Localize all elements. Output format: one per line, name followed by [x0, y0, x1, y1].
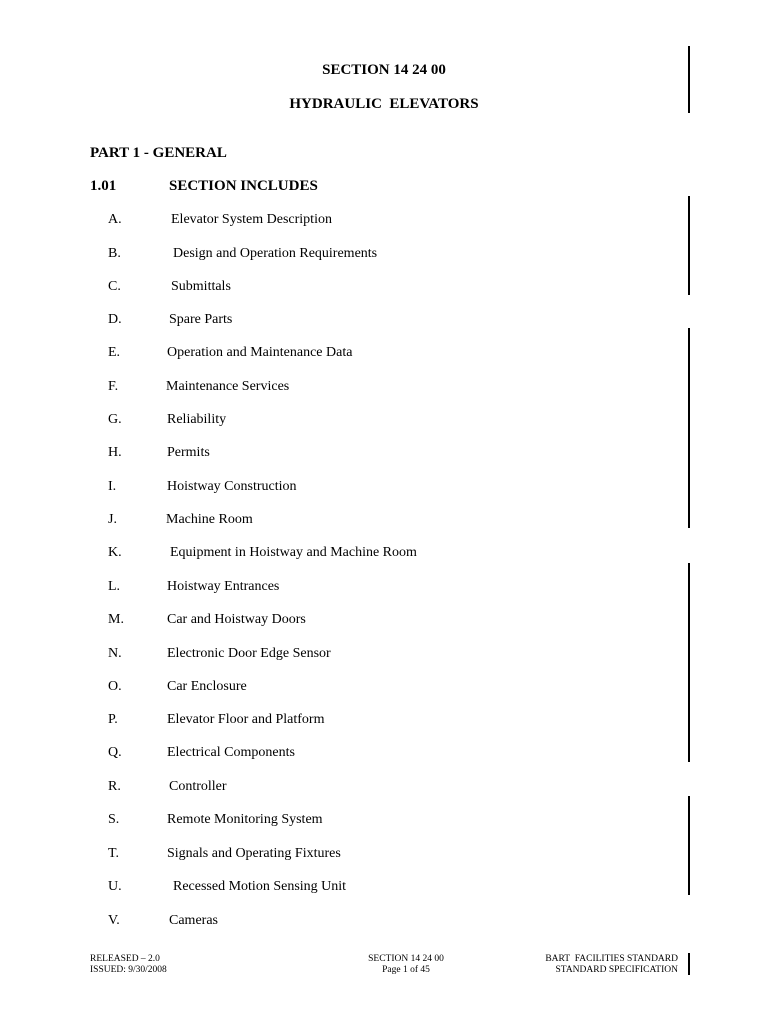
list-item-letter: L.: [108, 579, 121, 594]
part-heading: PART 1 - GENERAL: [90, 145, 227, 161]
list-item: [0, 879, 768, 899]
list-item: [0, 279, 768, 299]
list-item-text: Elevator System Description: [171, 212, 332, 227]
list-item-letter: P.: [108, 712, 118, 727]
revision-change-bar: [688, 328, 690, 528]
list-item-text: Car and Hoistway Doors: [167, 612, 306, 627]
list-item-text: Hoistway Construction: [167, 479, 297, 494]
list-item: [0, 679, 768, 699]
list-item: [0, 913, 768, 933]
list-item: [0, 812, 768, 832]
footer-release: RELEASED – 2.0: [90, 954, 160, 964]
list-item: [0, 646, 768, 666]
list-item-letter: G.: [108, 412, 122, 427]
list-item-letter: M.: [108, 612, 124, 627]
list-item: [0, 345, 768, 365]
list-item-text: Car Enclosure: [167, 679, 247, 694]
list-item-letter: I.: [108, 479, 117, 494]
footer-issued-date: ISSUED: 9/30/2008: [90, 965, 167, 975]
list-item: [0, 212, 768, 232]
list-item-text: Maintenance Services: [166, 379, 290, 394]
footer-section: SECTION 14 24 00: [368, 954, 444, 964]
list-item-letter: E.: [108, 345, 121, 360]
footer-section-info: [336, 954, 476, 976]
list-item-text: Elevator Floor and Platform: [167, 712, 325, 727]
list-item-letter: R.: [108, 779, 121, 794]
list-item: [0, 579, 768, 599]
list-item-letter: T.: [108, 846, 120, 861]
list-item-text: Remote Monitoring System: [167, 812, 323, 827]
list-item: [0, 846, 768, 866]
list-item-text: Controller: [169, 779, 227, 794]
list-item-letter: C.: [108, 279, 121, 294]
section-title: SECTION 14 24 00: [322, 62, 446, 78]
revision-change-bar: [688, 796, 690, 895]
footer-page-number: Page 1 of 45: [382, 965, 430, 975]
list-item-text: Reliability: [167, 412, 227, 427]
footer-specification: STANDARD SPECIFICATION: [555, 965, 678, 975]
list-item: [0, 412, 768, 432]
list-item-text: Signals and Operating Fixtures: [167, 846, 341, 861]
list-item: [0, 479, 768, 499]
list-item-letter: J.: [108, 512, 117, 527]
list-item-letter: O.: [108, 679, 122, 694]
list-item-letter: N.: [108, 646, 122, 661]
list-item-letter: D.: [108, 312, 122, 327]
list-item-letter: Q.: [108, 745, 122, 760]
list-item: [0, 445, 768, 465]
revision-change-bar: [688, 953, 690, 975]
footer-standard: BART FACILITIES STANDARD: [545, 954, 678, 964]
footer-standard-info: [480, 954, 678, 976]
list-item: [0, 779, 768, 799]
list-item: [0, 545, 768, 565]
list-item: [0, 745, 768, 765]
footer-release-info: [90, 954, 167, 976]
list-item: [0, 512, 768, 532]
list-item: [0, 379, 768, 399]
document-title: HYDRAULIC ELEVATORS: [289, 96, 479, 112]
subsection-title: SECTION INCLUDES: [169, 178, 318, 194]
list-item: [0, 312, 768, 332]
list-item-text: Hoistway Entrances: [167, 579, 280, 594]
list-item-letter: U.: [108, 879, 122, 894]
list-item-text: Electrical Components: [167, 745, 295, 760]
revision-change-bar: [688, 563, 690, 762]
list-item: [0, 712, 768, 732]
list-item-text: Design and Operation Requirements: [173, 246, 378, 261]
list-item: [0, 246, 768, 266]
list-item-text: Cameras: [169, 913, 218, 928]
list-item-text: Submittals: [171, 279, 231, 294]
list-item-letter: B.: [108, 246, 121, 261]
list-item-text: Spare Parts: [169, 312, 233, 327]
list-item-text: Machine Room: [166, 512, 253, 527]
revision-change-bar: [688, 46, 690, 113]
list-item-letter: S.: [108, 812, 120, 827]
list-item-text: Permits: [167, 445, 210, 460]
list-item: [0, 612, 768, 632]
list-item-letter: H.: [108, 445, 122, 460]
list-item-text: Recessed Motion Sensing Unit: [173, 879, 347, 894]
list-item-text: Electronic Door Edge Sensor: [167, 646, 331, 661]
subsection-number: 1.01: [90, 178, 117, 194]
list-item-text: Operation and Maintenance Data: [167, 345, 353, 360]
list-item-letter: F.: [108, 379, 119, 394]
list-item-letter: V.: [108, 913, 120, 928]
revision-change-bar: [688, 196, 690, 295]
list-item-text: Equipment in Hoistway and Machine Room: [170, 545, 417, 560]
list-item-letter: A.: [108, 212, 122, 227]
list-item-letter: K.: [108, 545, 122, 560]
